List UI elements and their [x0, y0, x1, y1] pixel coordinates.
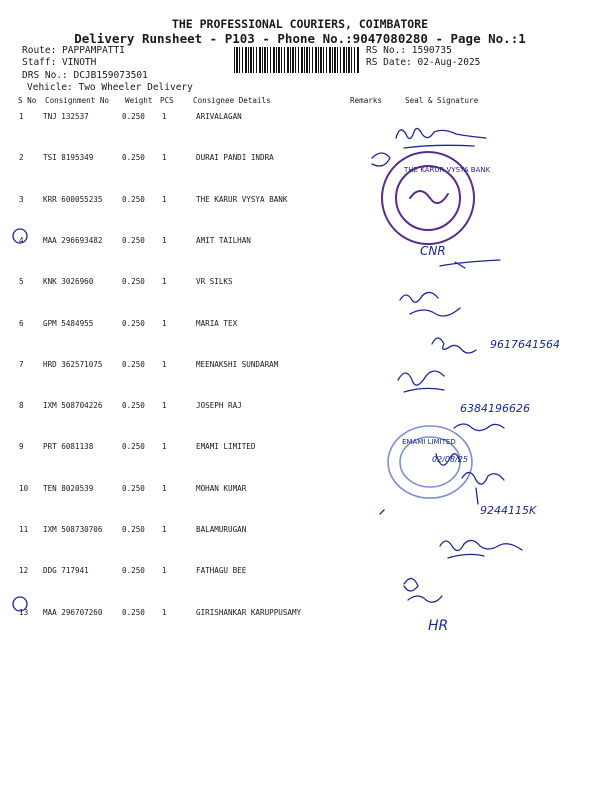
row-2-pcs: 1 — [162, 153, 167, 163]
row-9-pcs: 1 — [162, 442, 167, 452]
rs-number: RS No.: 1590735 — [366, 45, 452, 56]
row-6-consignee: MARIA TEX — [196, 318, 238, 328]
row-3-weight: 0.250 — [122, 194, 145, 204]
col-weight: Weight — [125, 96, 153, 105]
col-consignment: Consignment No — [45, 96, 110, 105]
row-7-weight: 0.250 — [122, 359, 145, 369]
route-label: Route: PAPPAMPATTI — [22, 45, 125, 56]
row-5-weight: 0.250 — [122, 277, 145, 287]
row-7-consignee: MEENAKSHI SUNDARAM — [196, 359, 279, 369]
row-11-consignee: BALAMURUGAN — [196, 525, 247, 534]
row-8-consignee: JOSEPH RAJ — [196, 401, 242, 411]
row-10-sno: 10 — [19, 483, 29, 493]
row-1-sno: 1 — [19, 112, 24, 121]
row-11-sno: 11 — [19, 525, 29, 534]
row-10-pcs: 1 — [162, 483, 167, 493]
row-2-sno: 2 — [19, 153, 24, 163]
row-13-consignee: GIRISHANKAR KARUPPUSAMY — [196, 607, 302, 617]
row-12-consignee: FATHAGU BEE — [196, 566, 247, 576]
vehicle-label: Vehicle: Two Wheeler Delivery — [27, 82, 193, 93]
row-7-pcs: 1 — [162, 359, 167, 369]
row9-date: 02/08/25 — [432, 455, 468, 464]
row-9-consignment: PRT 6081138 — [43, 442, 94, 452]
row-2-weight: 0.250 — [122, 153, 145, 163]
row-5-consignment: KNK 3026960 — [43, 277, 94, 287]
col-seal-signature: Seal & Signature — [405, 96, 479, 105]
row-10-weight: 0.250 — [122, 483, 145, 493]
row-8-weight: 0.250 — [122, 401, 145, 411]
staff-label: Staff: VINOTH — [22, 57, 97, 68]
row-4-sno: 4 — [19, 235, 24, 245]
row-4-weight: 0.250 — [122, 235, 145, 245]
row-3-consignment: KRR 600055235 — [43, 194, 103, 204]
row-9-sno: 9 — [19, 442, 24, 452]
row-10-consignment: TEN 8020539 — [43, 483, 94, 493]
row-5-consignee: VR SILKS — [196, 277, 233, 287]
row-2-consignee: DURAI PANDI INDRA — [196, 153, 274, 163]
runsheet-title: Delivery Runsheet - P103 - Phone No.:9047080280 - Page No.:1 — [74, 31, 526, 46]
row-3-sno: 3 — [19, 194, 24, 204]
row-7-sno: 7 — [19, 359, 24, 369]
drs-number: DRS No.: DCJB159073501 — [22, 70, 148, 81]
row-6-pcs: 1 — [162, 318, 167, 328]
row-6-weight: 0.250 — [122, 318, 145, 328]
row-6-sno: 6 — [19, 318, 24, 328]
row-5-sno: 5 — [19, 277, 24, 287]
row10-phone: 9244115K — [480, 504, 537, 517]
row-1-consignee: ARIVALAGAN — [196, 112, 242, 121]
rs-date: RS Date: 02-Aug-2025 — [366, 57, 481, 68]
row-13-weight: 0.250 — [122, 607, 145, 617]
emami-seal-text: EMAMI LIMITED — [402, 438, 456, 446]
row-9-weight: 0.250 — [122, 442, 145, 452]
company-name: THE PROFESSIONAL COURIERS, COIMBATORE — [171, 17, 429, 31]
row-7-consignment: HRD 362571075 — [43, 359, 103, 369]
row-4-consignment: MAA 296693482 — [43, 235, 103, 245]
row-1-pcs: 1 — [162, 112, 167, 121]
row-10-consignee: MOHAN KUMAR — [196, 483, 247, 493]
row-1-consignment: TNJ 132537 — [43, 112, 89, 121]
cnr-note: CNR — [420, 244, 446, 258]
row-13-sno: 13 — [19, 607, 29, 617]
row13-note: HR — [428, 618, 449, 634]
col-consignee: Consignee Details — [193, 96, 271, 105]
row-8-pcs: 1 — [162, 401, 167, 411]
row-4-consignee: AMIT TAILHAN — [196, 235, 251, 245]
bank-seal-text: THE KARUR VYSYA BANK — [404, 166, 491, 174]
row-13-pcs: 1 — [162, 607, 167, 617]
row-3-consignee: THE KARUR VYSYA BANK — [196, 194, 288, 204]
row-2-consignment: TSI 8195349 — [43, 153, 94, 163]
row-12-sno: 12 — [19, 566, 29, 576]
row-8-sno: 8 — [19, 401, 24, 411]
row-8-consignment: IXM 508704226 — [43, 401, 103, 411]
row-12-consignment: DDG 717941 — [43, 566, 89, 576]
col-pcs: PCS — [160, 96, 174, 105]
row-4-pcs: 1 — [162, 235, 167, 245]
row-12-pcs: 1 — [162, 566, 167, 576]
row-12-weight: 0.250 — [122, 566, 145, 576]
row-11-weight: 0.250 — [122, 525, 145, 534]
col-sno: S No — [18, 96, 37, 105]
row-6-consignment: GPM 5484955 — [43, 318, 94, 328]
row-1-weight: 0.250 — [122, 112, 145, 121]
row-5-pcs: 1 — [162, 277, 167, 287]
row-11-pcs: 1 — [162, 525, 167, 534]
row-9-consignee: EMAMI LIMITED — [196, 442, 256, 452]
row8-phone: 6384196626 — [460, 402, 530, 415]
row7-phone: 9617641564 — [490, 338, 560, 351]
row-3-pcs: 1 — [162, 194, 167, 204]
row-13-consignment: MAA 296707260 — [43, 607, 103, 617]
col-remarks: Remarks — [350, 96, 383, 105]
row-11-consignment: IXM 508730706 — [43, 525, 103, 534]
